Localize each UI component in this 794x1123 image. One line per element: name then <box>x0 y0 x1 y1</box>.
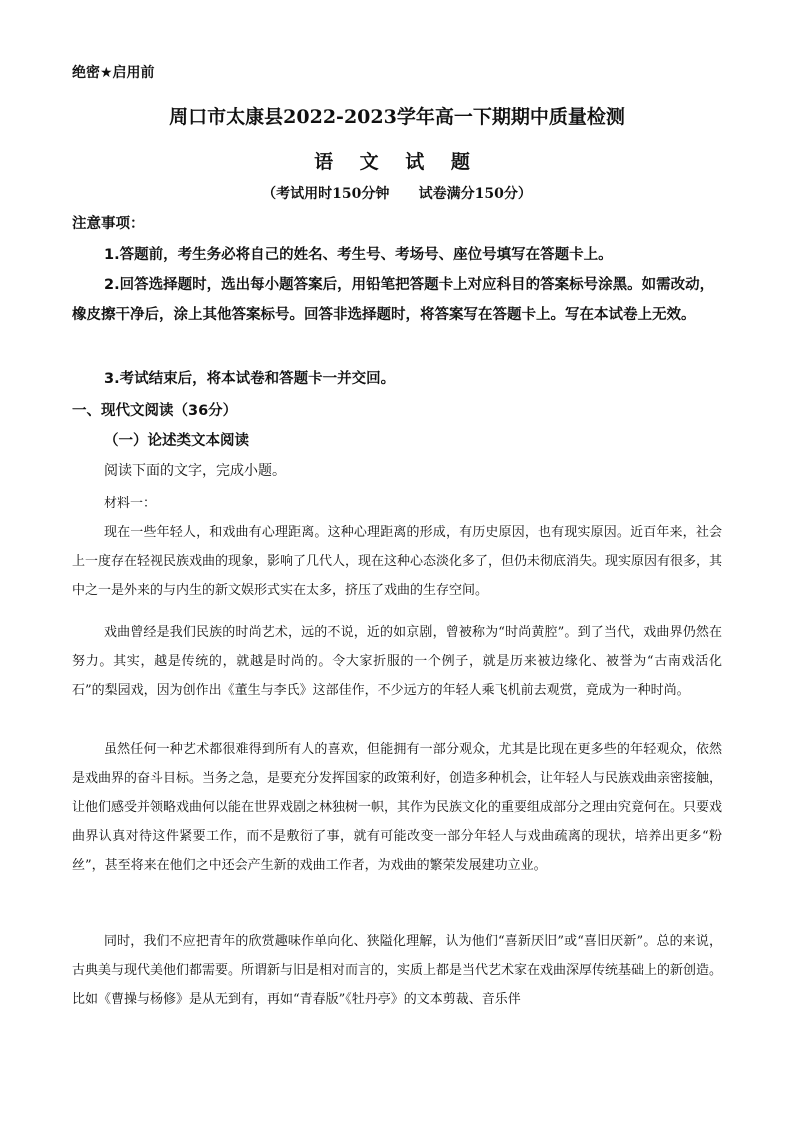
notice-item: 2.回答选择题时，选出每小题答案后，用铅笔把答题卡上对应科目的答案标号涂黑。如需改动，橡皮擦干净后，涂上其他答案标号。回答非选择题时，将答案写在答题卡上。写在本试卷上无效。 <box>72 277 715 323</box>
notice-heading: 注意事项： <box>72 216 145 232</box>
material-label: 材料一： <box>104 496 157 511</box>
section-heading: 一、现代文阅读（36分） <box>72 403 238 419</box>
exam-info: （考试用时150分钟 试卷满分150分） <box>262 186 532 202</box>
notice-item: 1.答题前，考生务必将自己的姓名、考生号、考场号、座位号填写在答题卡上。 <box>104 247 613 263</box>
passage-paragraph: 虽然任何一种艺术都很难得到所有人的喜欢，但能拥有一部分观众，尤其是比现在更多些的年轻观众，依然是戏曲界的奋斗目标。当务之急，是要充分发挥国家的政策利好，创造多种机会，让年轻人与民族戏曲亲密接触，让他们感受并领略戏曲何以能在世界戏剧之林独树一帜，其作为民族文化的重要组成部分之理由究竟何在。只要戏曲界认真对待这件紧要工作，而不是敷衍了事，就有可能改变一部分年轻人与戏曲疏离的现状，培养出更多“粉丝”，甚至将来在他们之中还会产生新的戏曲工作者，为戏曲的繁荣发展建功立业。 <box>72 742 723 873</box>
passage-paragraph: 戏曲曾经是我们民族的时尚艺术，远的不说，近的如京剧，曾被称为“时尚黄腔”。到了当代，戏曲界仍然在努力。其实，越是传统的，就越是时尚的。令大家折服的一个例子，就是历来被边缘化、被誉为“古南戏活化石”的梨园戏，因为创作出《董生与李氏》这部佳作，不少远方的年轻人乘飞机前去观赏，竟成为一种时尚。 <box>72 625 722 698</box>
reading-instruction: 阅读下面的文字，完成小题。 <box>104 463 286 479</box>
exam-title: 周口市太康县2022-2023学年高一下期期中质量检测 <box>169 106 625 128</box>
confidential-label: 绝密★启用前 <box>72 65 155 81</box>
sub-section-heading: （一）论述类文本阅读 <box>104 433 249 449</box>
subject-title: 语 文 试 题 <box>314 151 480 173</box>
passage-paragraph: 同时，我们不应把青年的欣赏趣味作单向化、狭隘化理解，认为他们“喜新厌旧”或“喜旧厌新”。总的来说，古典美与现代美他们都需要。所谓新与旧是相对而言的，实质上都是当代艺术家在戏曲深厚传统基础上的新创造。比如《曹操与杨修》是从无到有，再如“青春版”《牡丹亭》的文本剪裁、音乐伴 <box>72 934 723 1007</box>
passage-paragraph: 现在一些年轻人，和戏曲有心理距离。这种心理距离的形成，有历史原因，也有现实原因。近百年来，社会上一度存在轻视民族戏曲的现象，影响了几代人，现在这种心态淡化多了，但仍未彻底消失。现实原因有很多，其中之一是外来的与内生的新文娱形式实在太多，挤压了戏曲的生存空间。 <box>72 525 723 598</box>
notice-item: 3.考试结束后，将本试卷和答题卡一并交回。 <box>104 371 396 387</box>
